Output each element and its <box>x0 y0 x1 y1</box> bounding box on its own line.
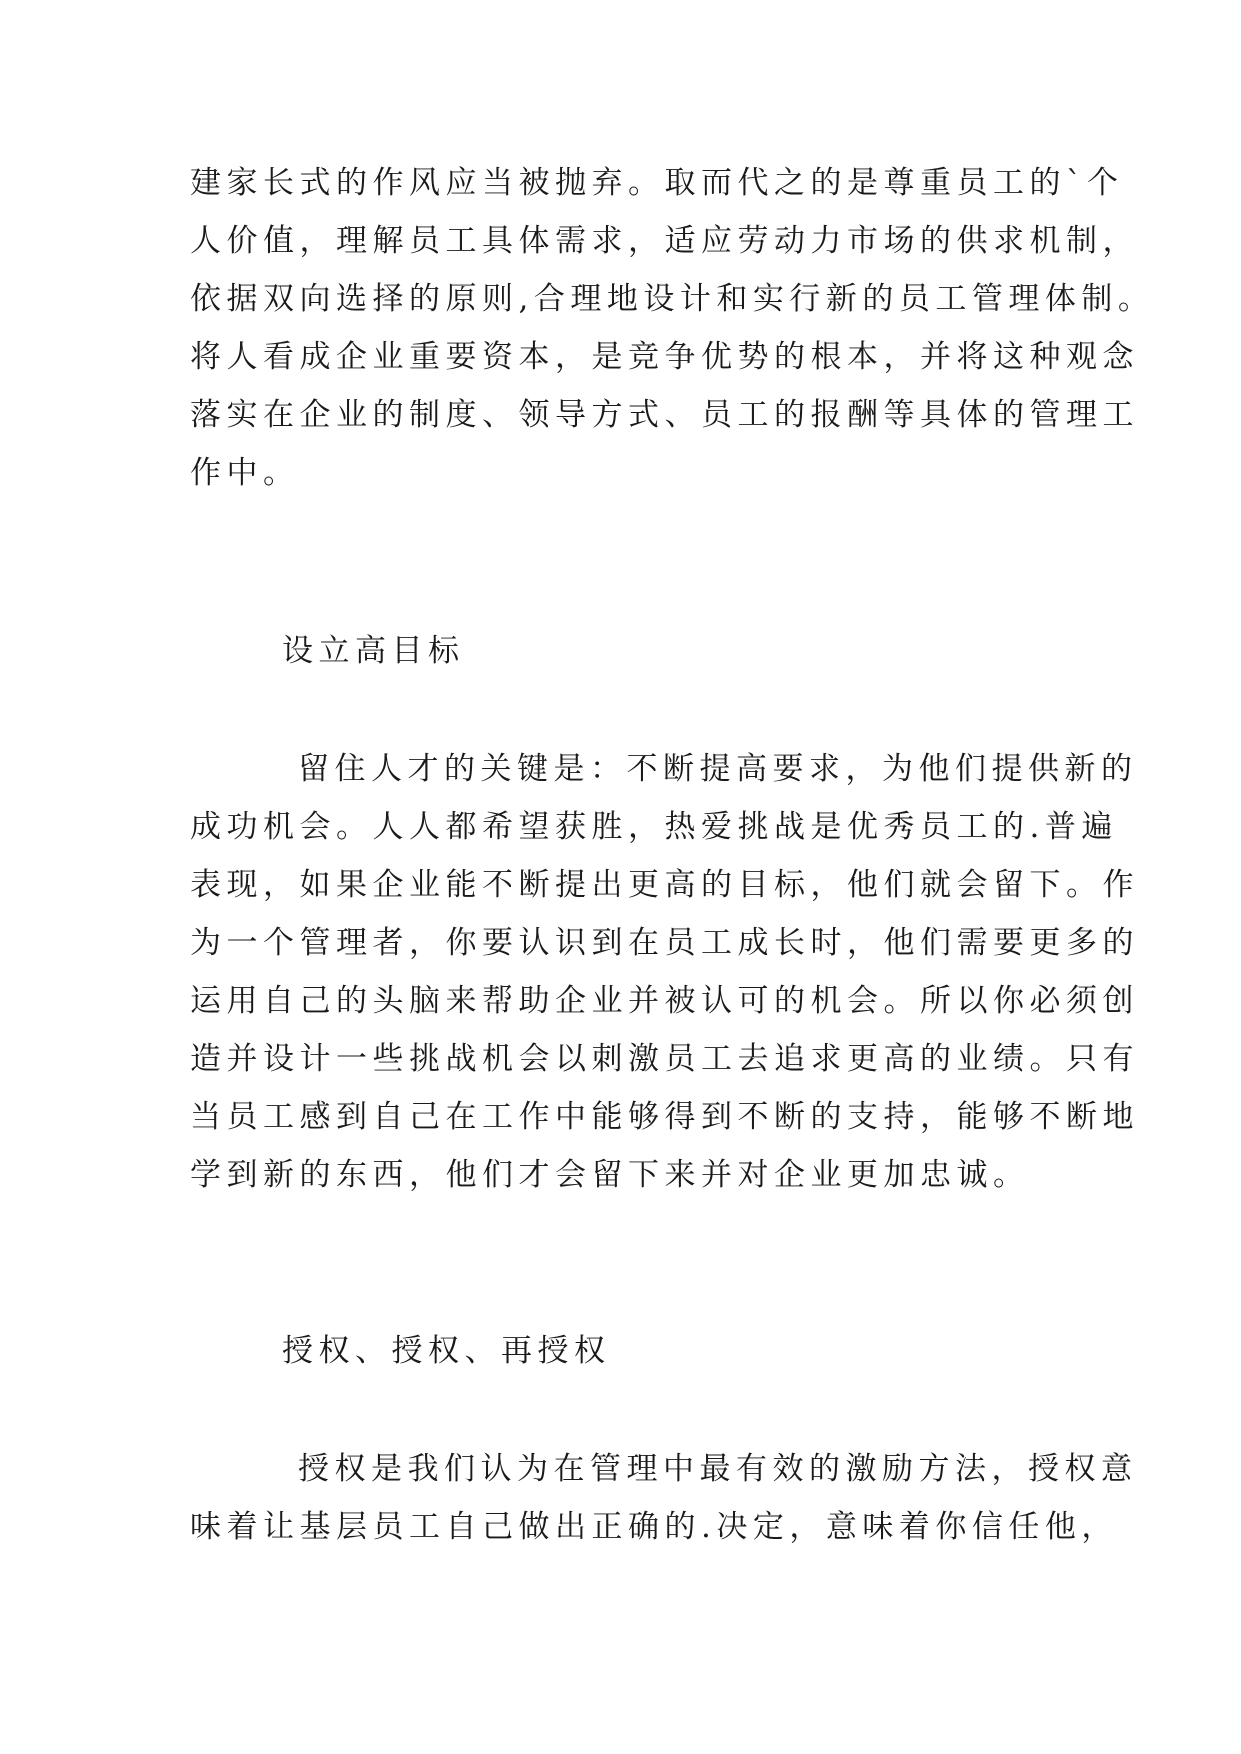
paragraph-line: 运用自己的头脑来帮助企业并被认可的机会。所以你必须创 <box>190 983 1139 1019</box>
paragraph-line: 留住人才的关键是：不断提高要求，为他们提供新的 <box>298 751 1138 787</box>
paragraph-line: 将人看成企业重要资本，是竞争优势的根本，并将这种观念 <box>190 339 1139 375</box>
paragraph-line: 成功机会。人人都希望获胜，热爱挑战是优秀员工的.普遍 <box>190 809 1118 845</box>
paragraph-line: 学到新的东西，他们才会留下来并对企业更加忠诚。 <box>190 1157 1030 1193</box>
paragraph-line: 建家长式的作风应当被抛弃。取而代之的是尊重员工的`个 <box>190 165 1124 201</box>
paragraph-2 <box>190 740 1139 1204</box>
paragraph-line: 作中。 <box>190 455 300 491</box>
section-heading-1: 设立高目标 <box>282 633 465 669</box>
paragraph-line: 落实在企业的制度、领导方式、员工的报酬等具体的管理工 <box>190 397 1139 433</box>
paragraph-line: 为一个管理者，你要认识到在员工成长时，他们需要更多的 <box>190 925 1139 961</box>
paragraph-1 <box>190 154 1155 502</box>
paragraph-line: 依据双向选择的原则,合理地设计和实行新的员工管理体制。 <box>190 281 1155 317</box>
paragraph-line: 人价值，理解员工具体需求，适应劳动力市场的供求机制， <box>190 223 1139 259</box>
paragraph-line: 当员工感到自己在工作中能够得到不断的支持，能够不断地 <box>190 1099 1139 1135</box>
paragraph-line: 味着让基层员工自己做出正确的.决定，意味着你信任他， <box>190 1509 1118 1545</box>
paragraph-3 <box>190 1440 1138 1556</box>
section-heading-2: 授权、授权、再授权 <box>282 1333 611 1369</box>
paragraph-line: 表现，如果企业能不断提出更高的目标，他们就会留下。作 <box>190 867 1139 903</box>
paragraph-line: 授权是我们认为在管理中最有效的激励方法，授权意 <box>298 1451 1138 1487</box>
paragraph-line: 造并设计一些挑战机会以刺激员工去追求更高的业绩。只有 <box>190 1041 1139 1077</box>
